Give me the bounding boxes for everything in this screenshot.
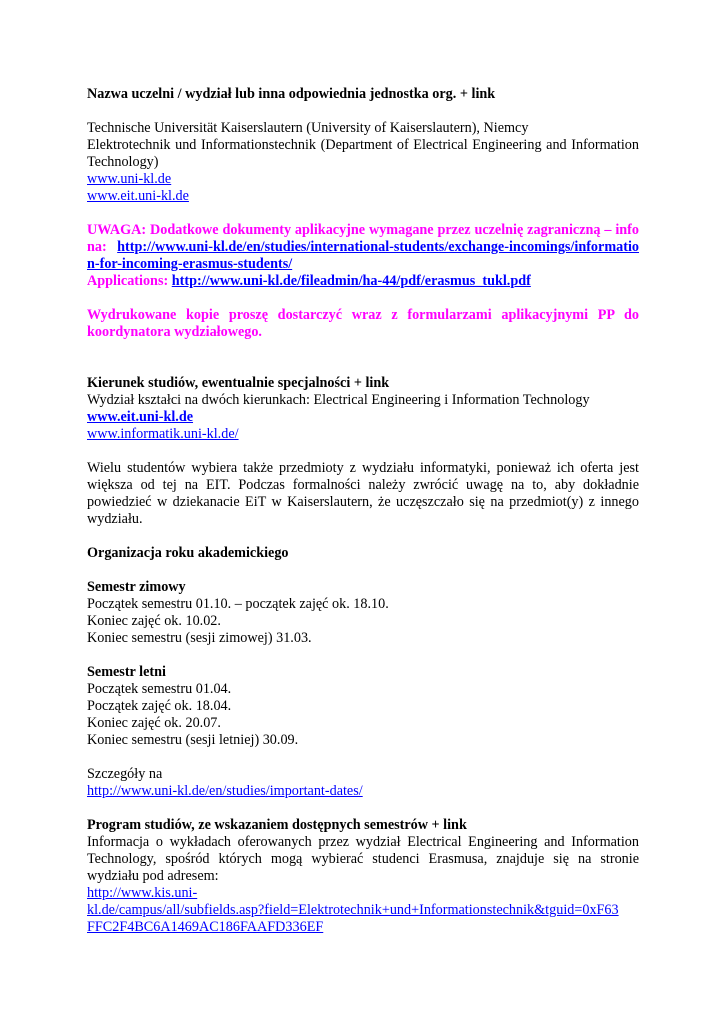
summer-line: Początek zajęć ok. 18.04.: [87, 698, 232, 714]
university-heading: Nazwa uczelni / wydział lub inna odpowiednia jednostka org. + link: [87, 86, 496, 102]
department-link[interactable]: www.eit.uni-kl.de: [87, 188, 189, 204]
calendar-heading: Organizacja roku akademickiego: [87, 545, 289, 561]
document-page: [87, 86, 639, 936]
fields-text: Wydział kształci na dwóch kierunkach: Electrical Engineering i Information Technology: [87, 392, 590, 408]
program-text: Informacja o wykładach oferowanych przez wydział Electrical Engineering and Information Technology, spośród których mogą wybierać studenci Erasmusa, znajduje się na stronie wydziału pod adresem:: [87, 834, 639, 884]
warning-paragraph: [87, 222, 639, 273]
winter-line: Koniec zajęć ok. 10.02.: [87, 613, 221, 629]
applications-label: Applications:: [87, 273, 172, 289]
important-dates-link[interactable]: http://www.uni-kl.de/en/studies/important-dates/: [87, 783, 363, 799]
program-link-part: kl.de/campus/all/subfields.asp?field=Elektrotechnik+und+Informationstechnik&tguid=0xF63: [87, 902, 619, 918]
program-link-part: http://www.kis.uni-: [87, 885, 198, 901]
fields-heading: Kierunek studiów, ewentualnie specjalności + link: [87, 375, 390, 391]
details-label: Szczegóły na: [87, 766, 163, 782]
printed-copies-note: Wydrukowane kopie proszę dostarczyć wraz z formularzami aplikacyjnymi PP do koordynatora wydziałowego.: [87, 307, 639, 340]
program-link-block: [87, 885, 639, 936]
applications-line: [87, 273, 639, 290]
summer-line: Koniec zajęć ok. 20.07.: [87, 715, 221, 731]
winter-line: Początek semestru 01.10. – początek zajęć ok. 18.10.: [87, 596, 389, 612]
applications-link[interactable]: http://www.uni-kl.de/fileadmin/ha-44/pdf/erasmus_tukl.pdf: [171, 273, 531, 289]
summer-line: Koniec semestru (sesji letniej) 30.09.: [87, 732, 299, 748]
winter-heading: Semestr zimowy: [87, 579, 186, 595]
fields-note: Wielu studentów wybiera także przedmioty z wydziału informatyki, ponieważ ich oferta jest większa od tej na EIT. Podczas formalności należy zwrócić uwagę na to, aby dokładnie powiedzieć w dziekanacie EiT w Kaiserslautern, że uczęszczało się na przedmiot(y) z innego wydziału.: [87, 460, 639, 527]
program-link[interactable]: [87, 885, 619, 935]
university-name: Technische Universität Kaiserslautern (University of Kaiserslautern), Niemcy: [87, 120, 529, 136]
program-link-part: FFC2F4BC6A1469AC186FAAFD336EF: [87, 919, 324, 935]
summer-heading: Semestr letni: [87, 664, 166, 680]
informatik-link[interactable]: www.informatik.uni-kl.de/: [87, 426, 239, 442]
university-link[interactable]: www.uni-kl.de: [87, 171, 172, 187]
program-heading: Program studiów, ze wskazaniem dostępnych semestrów + link: [87, 817, 467, 833]
info-link[interactable]: http://www.uni-kl.de/en/studies/international-students/exchange-incomings/information-for-incoming-erasmus-students/: [87, 239, 639, 272]
summer-line: Początek semestru 01.04.: [87, 681, 232, 697]
eit-link[interactable]: www.eit.uni-kl.de: [87, 409, 194, 425]
warning-text: UWAGA: Dodatkowe dokumenty aplikacyjne wymagane przez uczelnię zagraniczną – info na:: [87, 222, 639, 255]
winter-line: Koniec semestru (sesji zimowej) 31.03.: [87, 630, 312, 646]
department-name: Elektrotechnik und Informationstechnik (Department of Electrical Engineering and Information Technology): [87, 137, 639, 170]
